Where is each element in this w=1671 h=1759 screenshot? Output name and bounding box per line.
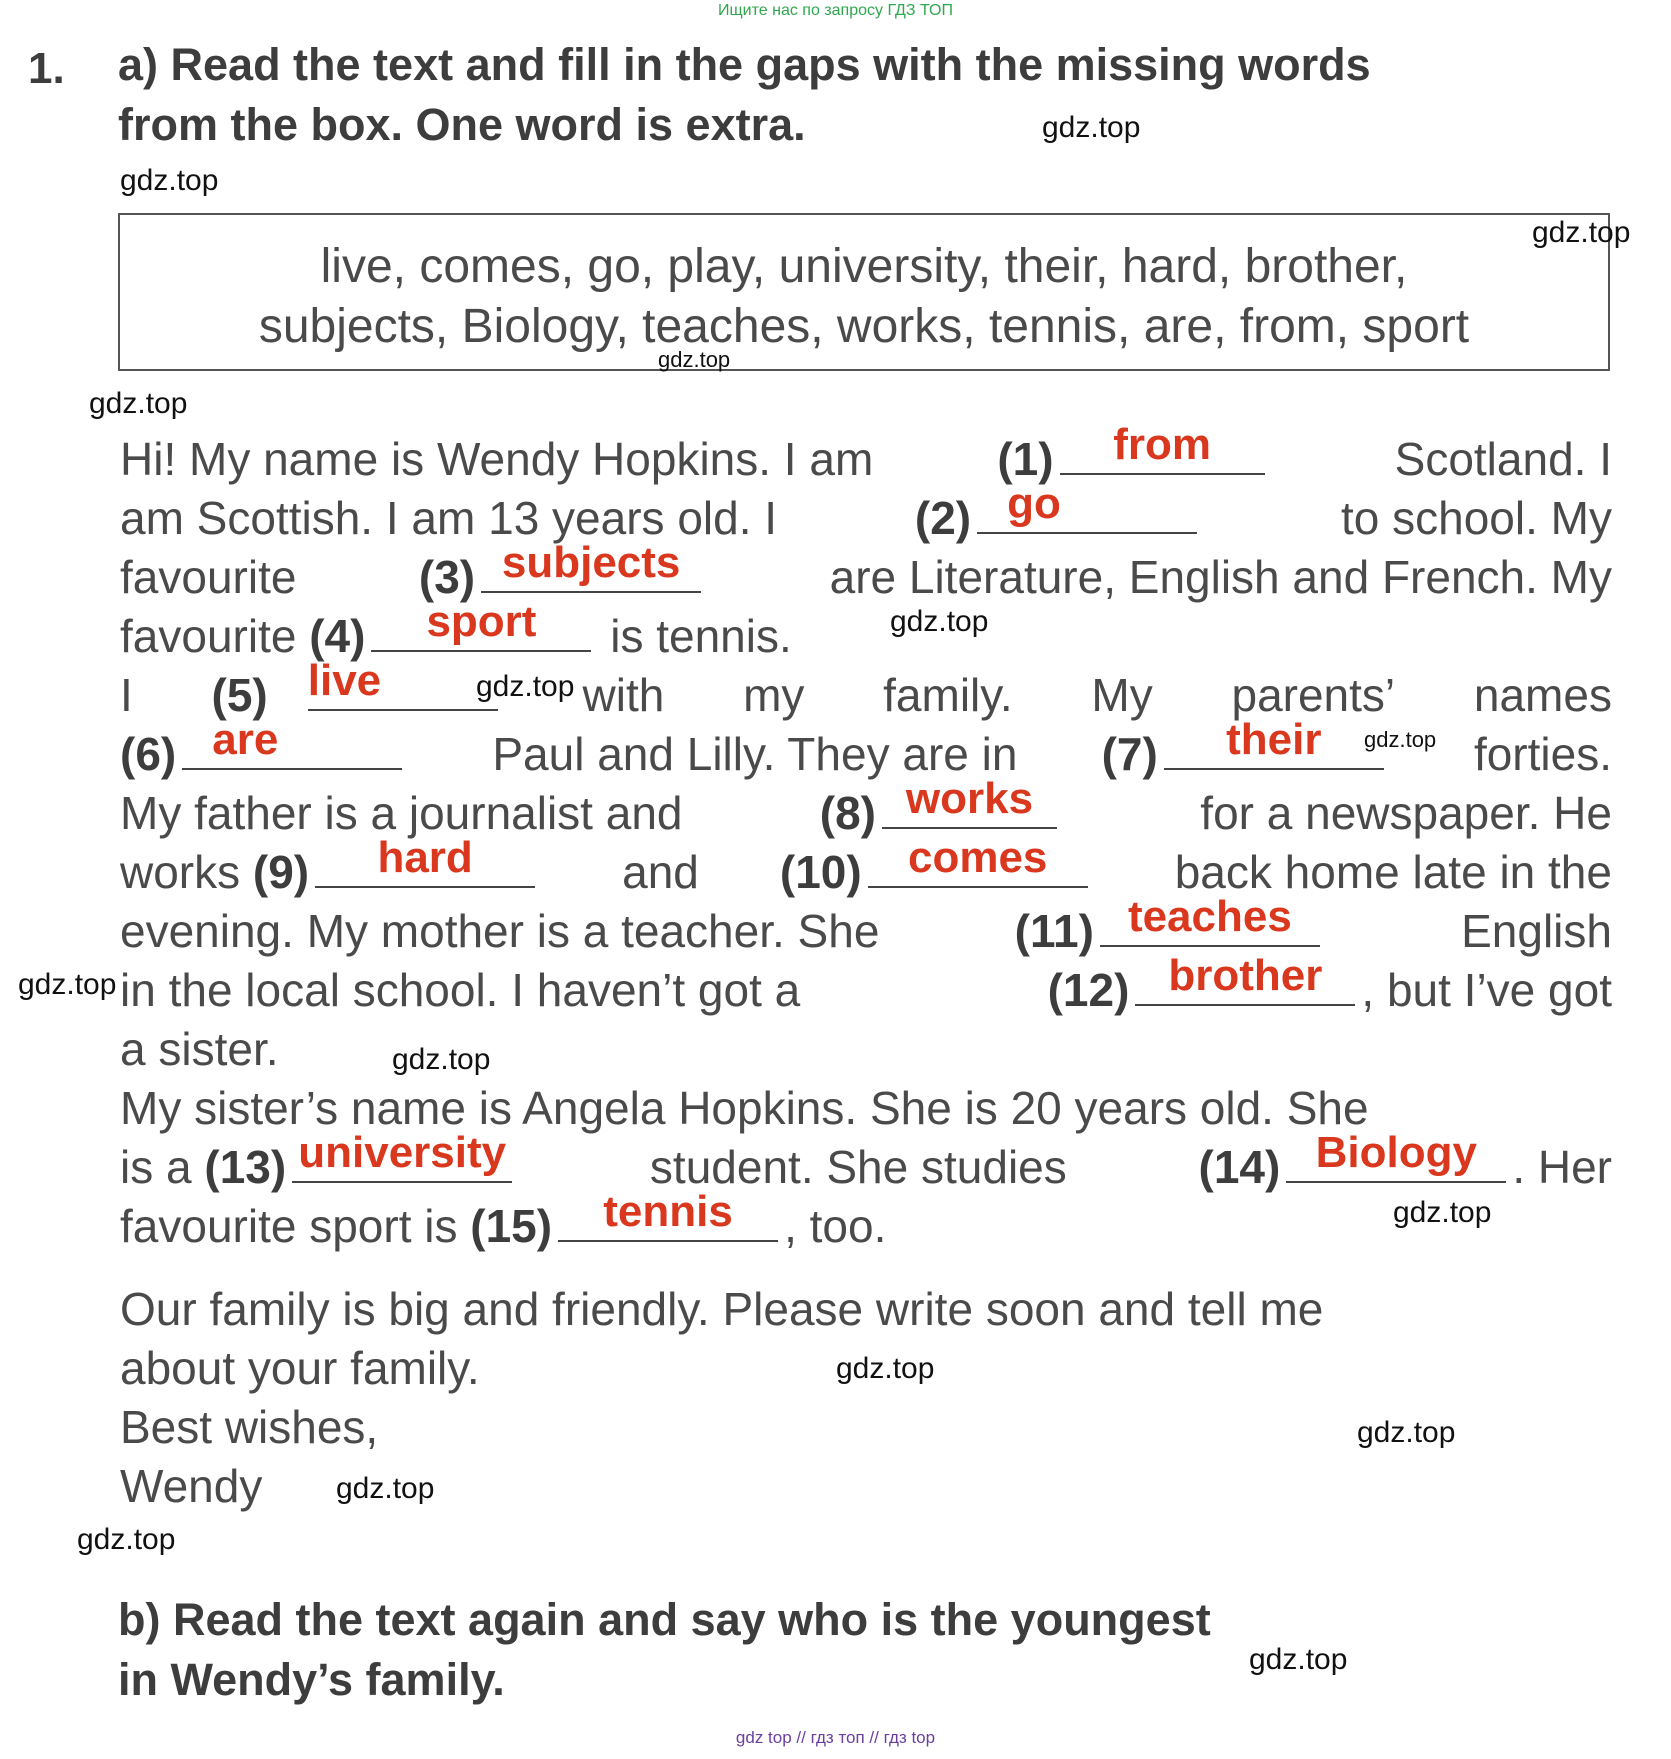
gap-number: (2) [914, 492, 972, 544]
gap-number: (5) [211, 669, 268, 721]
answer-6: are [212, 715, 279, 764]
watermark: gdz.top [1393, 1196, 1492, 1229]
gap-4[interactable] [371, 597, 591, 652]
text-fragment: to school. My [1340, 492, 1612, 544]
text-fragment: forties. [1473, 728, 1612, 780]
task-b-instruction [118, 1590, 1618, 1710]
bottom-banner[interactable]: gdz top // гдз топ // гдз top [735, 1728, 936, 1747]
text-fragment: Paul and Lilly. They are in [492, 728, 1018, 780]
watermark: gdz.top [1532, 216, 1631, 249]
answer-4: sport [426, 597, 537, 646]
watermark: gdz.top [658, 347, 731, 372]
task-a-instruction [118, 35, 1618, 155]
text-fragment: , too. [784, 1200, 887, 1252]
gap-11[interactable] [1100, 892, 1320, 947]
watermark: gdz.top [1042, 111, 1141, 144]
text-line-11 [120, 1020, 1612, 1079]
gap-number: (12) [1047, 964, 1130, 1016]
text-fragment: with [582, 669, 665, 721]
gap-1[interactable] [1060, 420, 1265, 475]
answer-11: teaches [1127, 892, 1292, 941]
answer-12: brother [1168, 951, 1323, 1000]
text-fragment: student. She studies [649, 1141, 1067, 1193]
gap-number: (8) [819, 787, 877, 839]
watermark: gdz.top [392, 1043, 491, 1076]
answer-13: university [298, 1128, 507, 1177]
text-line-9 [120, 892, 1612, 961]
text-fragment: My sister’s name is Angela Hopkins. She is 20 years old. She [120, 1082, 1369, 1134]
text-fragment: Scotland. I [1394, 433, 1612, 485]
text-fragment: My [1091, 669, 1153, 721]
watermark: gdz.top [18, 968, 117, 1001]
watermark: gdz.top [476, 670, 575, 703]
text-fragment: family. [883, 669, 1013, 721]
watermark: gdz.top [120, 164, 219, 197]
gap-12[interactable] [1135, 951, 1355, 1006]
text-fragment: is a [120, 1141, 192, 1193]
text-fragment: about your family. [120, 1342, 480, 1394]
gap-6[interactable] [182, 715, 402, 770]
text-fragment: Hi! My name is Wendy Hopkins. I am [120, 433, 874, 485]
watermark: gdz.top [1364, 727, 1437, 752]
text-line-1 [120, 420, 1612, 489]
text-fragment: I [120, 669, 133, 721]
text-fragment: works [120, 846, 241, 898]
gap-5[interactable] [307, 656, 498, 711]
gap-15[interactable] [558, 1187, 778, 1242]
text-fragment: am Scottish. I am 13 years old. I [120, 492, 778, 544]
text-fragment: Best wishes, [120, 1401, 379, 1453]
answer-14: Biology [1315, 1128, 1477, 1177]
text-fragment: , but I’ve got [1361, 964, 1612, 1016]
text-fragment: parents’ [1231, 669, 1396, 721]
text-line-7 [120, 774, 1612, 843]
text-line-10 [120, 951, 1612, 1020]
watermark: gdz.top [1249, 1643, 1348, 1676]
answer-1: from [1113, 420, 1211, 469]
gap-9[interactable] [315, 833, 535, 888]
gap-2[interactable] [977, 479, 1197, 534]
exercise-number: 1. [28, 44, 65, 93]
text-line-8 [120, 833, 1612, 902]
answer-7: their [1226, 715, 1322, 764]
text-fragment: are Literature, English and French. My [829, 551, 1612, 603]
text-fragment: Wendy [120, 1460, 263, 1512]
gap-number: (7) [1101, 728, 1158, 780]
text-fragment: a sister. [120, 1023, 279, 1075]
watermark: gdz.top [890, 605, 989, 638]
answer-10: comes [907, 833, 1048, 882]
text-fragment: back home late in the [1174, 846, 1612, 898]
gap-number: (1) [997, 433, 1054, 485]
answer-15: tennis [603, 1187, 733, 1236]
gap-14[interactable] [1286, 1128, 1506, 1183]
text-line-5 [120, 656, 1612, 725]
text-fragment: Our family is big and friendly. Please write soon and tell me [120, 1283, 1324, 1335]
word-box-row-2: subjects, Biology, teaches, works, tennis, are, from, sport [258, 300, 1470, 353]
gap-number: (14) [1198, 1141, 1281, 1193]
text-fragment: My father is a journalist and [120, 787, 683, 839]
gap-13[interactable] [292, 1128, 512, 1183]
task-a-line-2: from the box. One word is extra. [118, 99, 806, 150]
answer-8: works [905, 774, 1034, 823]
word-box [118, 213, 1610, 371]
text-fragment: for a newspaper. He [1200, 787, 1612, 839]
gap-number: (10) [779, 846, 862, 898]
gap-10[interactable] [868, 833, 1088, 888]
text-fragment: favourite sport is [120, 1200, 458, 1252]
watermark: gdz.top [336, 1472, 435, 1505]
task-a-line-1: a) Read the text and fill in the gaps with the missing words [118, 39, 1371, 90]
text-line-3 [120, 538, 1612, 607]
text-fragment: favourite [120, 610, 297, 662]
task-b-line-2: in Wendy’s family. [118, 1654, 505, 1705]
answer-5: live [307, 656, 382, 705]
text-line-15 [120, 1280, 1612, 1339]
gap-number: (11) [1014, 905, 1094, 957]
text-fragment: . Her [1512, 1141, 1612, 1193]
gap-7[interactable] [1164, 715, 1384, 770]
text-fragment: my [743, 669, 805, 721]
watermark: gdz.top [836, 1352, 935, 1385]
answer-3: subjects [501, 538, 681, 587]
text-fragment: in the local school. I haven’t got a [120, 964, 801, 1016]
top-banner[interactable]: Ищите нас по запросу ГДЗ ТОП [718, 2, 953, 19]
answer-9: hard [377, 833, 473, 882]
watermark: gdz.top [77, 1523, 176, 1556]
word-box-row-1: live, comes, go, play, university, their, hard, brother, [320, 240, 1408, 293]
text-line-2 [120, 479, 1612, 548]
text-fragment: names [1473, 669, 1612, 721]
text-fragment: and [622, 846, 699, 898]
gap-8[interactable] [882, 774, 1057, 829]
text-fragment: evening. My mother is a teacher. She [120, 905, 880, 957]
text-line-14 [120, 1187, 1612, 1256]
gap-number: (9) [252, 846, 310, 898]
watermark: gdz.top [89, 387, 188, 420]
task-b-line-1: b) Read the text again and say who is the youngest [118, 1594, 1211, 1645]
gap-number: (4) [309, 610, 366, 662]
gap-number: (6) [120, 728, 177, 780]
gap-3[interactable] [481, 538, 701, 593]
text-fragment: is tennis. [610, 610, 792, 662]
text-fragment: English [1461, 905, 1612, 957]
text-line-13 [120, 1128, 1612, 1197]
gap-number: (15) [470, 1200, 553, 1252]
gap-number: (3) [418, 551, 476, 603]
text-fragment: favourite [120, 551, 297, 603]
answer-2: go [1007, 479, 1061, 528]
gap-number: (13) [204, 1141, 287, 1193]
watermark: gdz.top [1357, 1416, 1456, 1449]
